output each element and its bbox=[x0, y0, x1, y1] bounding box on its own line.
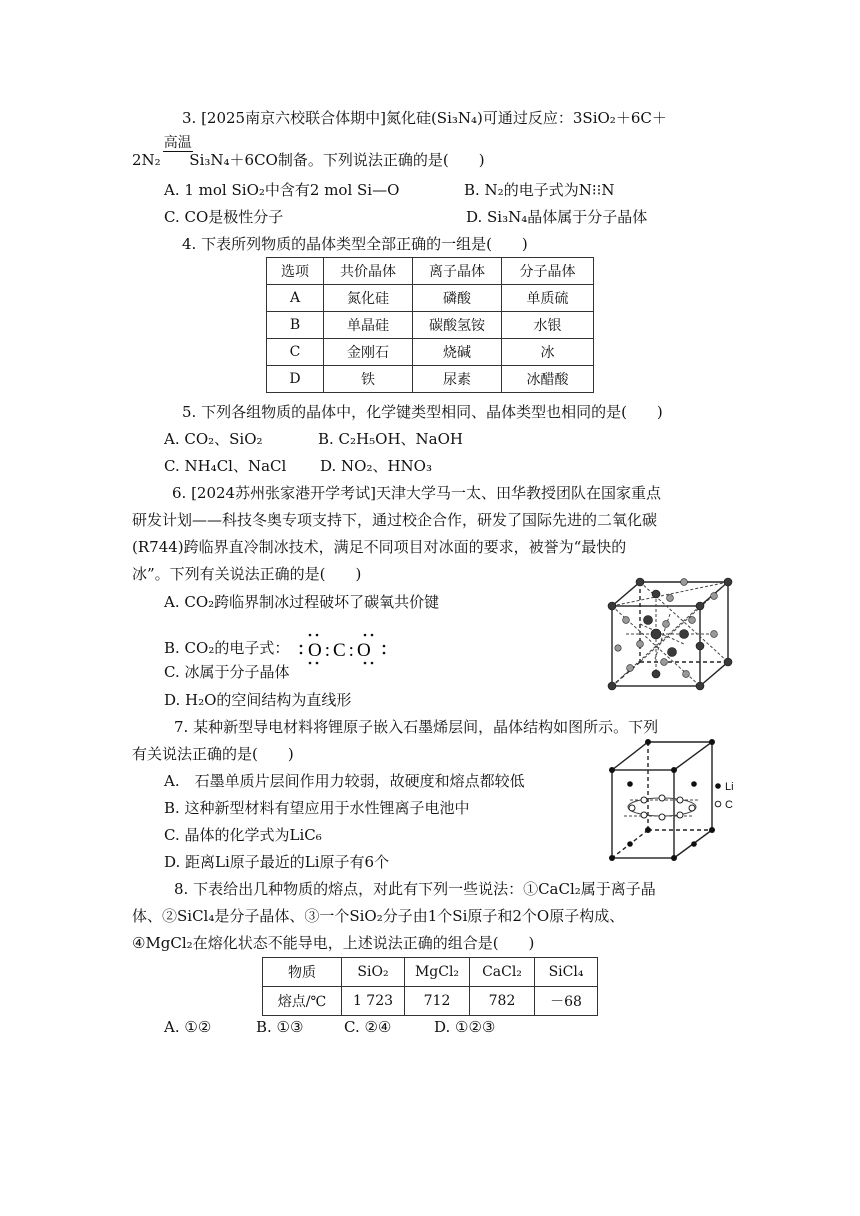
table-row bbox=[263, 987, 598, 1016]
table-header-cell: SiCl₄ bbox=[535, 958, 598, 987]
table-cell: 冰醋酸 bbox=[502, 366, 594, 393]
table-cell: 磷酸 bbox=[413, 285, 502, 312]
q3-option-a: A. 1 mol SiO₂中含有2 mol Si—O bbox=[164, 181, 400, 199]
q6-option-c: C. 冰属于分子晶体 bbox=[164, 663, 290, 681]
q3-option-d: D. Si₃N₄晶体属于分子晶体 bbox=[466, 208, 648, 226]
table-cell: 铁 bbox=[324, 366, 413, 393]
q7-option-a: A. 石墨单质片层间作用力较弱，故硬度和熔点都较低 bbox=[164, 772, 525, 790]
q5-option-a: A. CO₂、SiO₂ bbox=[164, 430, 263, 448]
table-cell: 氮化硅 bbox=[324, 285, 413, 312]
legend-li-label: Li bbox=[725, 781, 734, 793]
table-header-cell: CaCl₂ bbox=[470, 958, 535, 987]
q6-option-a: A. CO₂跨临界制冰过程破坏了碳氧共价键 bbox=[164, 593, 440, 611]
q5-option-b: B. C₂H₅OH、NaOH bbox=[318, 430, 463, 448]
table-cell: 712 bbox=[405, 987, 470, 1016]
q6-stem-line1: 6. [2024苏州张家港开学考试]天津大学马一太、田华教授团队在国家重点 bbox=[172, 484, 661, 502]
q3-reactant: 2N₂ bbox=[132, 151, 161, 169]
table-header-cell: MgCl₂ bbox=[405, 958, 470, 987]
q6-option-d: D. H₂O的空间结构为直线形 bbox=[164, 691, 352, 709]
q5-option-c: C. NH₄Cl、NaCl bbox=[164, 457, 287, 475]
q8-stem-line2: 体、②SiCl₄是分子晶体、③一个SiO₂分子由1个Si原子和2个O原子构成、 bbox=[132, 907, 625, 925]
co2-electron-formula-text: O:C:O bbox=[308, 640, 374, 661]
q8-option-a: A. ①② bbox=[164, 1018, 212, 1036]
table-row bbox=[267, 366, 594, 393]
q7-option-c: C. 晶体的化学式为LiC₆ bbox=[164, 826, 322, 844]
table-cell: 1 723 bbox=[342, 987, 405, 1016]
q6-stem-line2: 研发计划——科技冬奥专项支持下，通过校企合作，研发了国际先进的二氧化碳 bbox=[132, 511, 658, 529]
table-cell: 金刚石 bbox=[324, 339, 413, 366]
table-cell: 单晶硅 bbox=[324, 312, 413, 339]
ice-crystal-structure-figure bbox=[600, 574, 740, 694]
q3-product: Si₃N₄＋6CO制备。下列说法正确的是( ) bbox=[189, 151, 485, 169]
q4-table bbox=[266, 257, 594, 393]
q8-option-c: C. ②④ bbox=[344, 1018, 392, 1036]
q5-stem: 5. 下列各组物质的晶体中，化学键类型相同、晶体类型也相同的是( ) bbox=[182, 403, 663, 421]
q3-stem-line1: 3. [2025南京六校联合体期中]氮化硅(Si₃N₄)可通过反应：3SiO₂＋6C＋ bbox=[182, 109, 667, 127]
table-header-cell: SiO₂ bbox=[342, 958, 405, 987]
table-header-cell: 分子晶体 bbox=[502, 258, 594, 285]
table-header-cell: 共价晶体 bbox=[324, 258, 413, 285]
table-header-row bbox=[263, 958, 598, 987]
q5-option-d: D. NO₂、HNO₃ bbox=[320, 457, 432, 475]
q7-option-b: B. 这种新型材料有望应用于水性锂离子电池中 bbox=[164, 799, 470, 817]
table-header-cell: 选项 bbox=[267, 258, 324, 285]
q7-option-d: D. 距离Li原子最近的Li原子有6个 bbox=[164, 853, 390, 871]
table-cell: D bbox=[267, 366, 324, 393]
q8-option-d: D. ①②③ bbox=[434, 1018, 496, 1036]
table-cell: 碳酸氢铵 bbox=[413, 312, 502, 339]
q7-stem-line2: 有关说法正确的是( ) bbox=[132, 745, 294, 763]
q3-condition-arrow bbox=[161, 135, 192, 170]
table-cell: A bbox=[267, 285, 324, 312]
table-row bbox=[267, 285, 594, 312]
q6-stem-line3: (R744)跨临界直冷制冰技术，满足不同项目对冰面的要求，被誉为“最快的 bbox=[132, 538, 627, 556]
q8-option-b: B. ①③ bbox=[256, 1018, 304, 1036]
q3-condition: 高温 bbox=[163, 135, 192, 151]
co2-electron-formula-icon bbox=[294, 632, 424, 666]
q6-option-b-label: B. CO₂的电子式： bbox=[164, 639, 290, 657]
table-cell: 烧碱 bbox=[413, 339, 502, 366]
table-cell: 尿素 bbox=[413, 366, 502, 393]
legend-c-label: C bbox=[725, 799, 733, 811]
q3-option-c: C. CO是极性分子 bbox=[164, 208, 284, 226]
table-cell: 单质硫 bbox=[502, 285, 594, 312]
table-cell: C bbox=[267, 339, 324, 366]
table-header-cell: 离子晶体 bbox=[413, 258, 502, 285]
table-cell: 782 bbox=[470, 987, 535, 1016]
q8-stem-line3: ④MgCl₂在熔化状态不能导电，上述说法正确的组合是( ) bbox=[132, 934, 535, 952]
q3-stem-line2 bbox=[132, 135, 485, 170]
table-header-row bbox=[267, 258, 594, 285]
table-row bbox=[267, 312, 594, 339]
table-row bbox=[267, 339, 594, 366]
q8-melting-point-table bbox=[262, 957, 598, 1016]
table-cell: －68 bbox=[535, 987, 598, 1016]
table-cell: B bbox=[267, 312, 324, 339]
q8-stem-line1: 8. 下表给出几种物质的熔点，对此有下列一些说法：①CaCl₂属于离子晶 bbox=[174, 880, 656, 898]
table-cell: 水银 bbox=[502, 312, 594, 339]
q3-option-b: B. N₂的电子式为N⁝⁝N bbox=[464, 181, 615, 199]
table-cell: 熔点/℃ bbox=[263, 987, 342, 1016]
table-header-cell: 物质 bbox=[263, 958, 342, 987]
q6-option-b bbox=[164, 632, 424, 666]
q7-stem-line1: 7. 某种新型导电材料将锂原子嵌入石墨烯层间，晶体结构如图所示。下列 bbox=[174, 718, 659, 736]
table-cell: 冰 bbox=[502, 339, 594, 366]
q6-stem-line4: 冰”。下列有关说法正确的是( ) bbox=[132, 565, 362, 583]
q4-stem: 4. 下表所列物质的晶体类型全部正确的一组是( ) bbox=[182, 235, 528, 253]
lic6-crystal-structure-figure bbox=[604, 736, 744, 864]
